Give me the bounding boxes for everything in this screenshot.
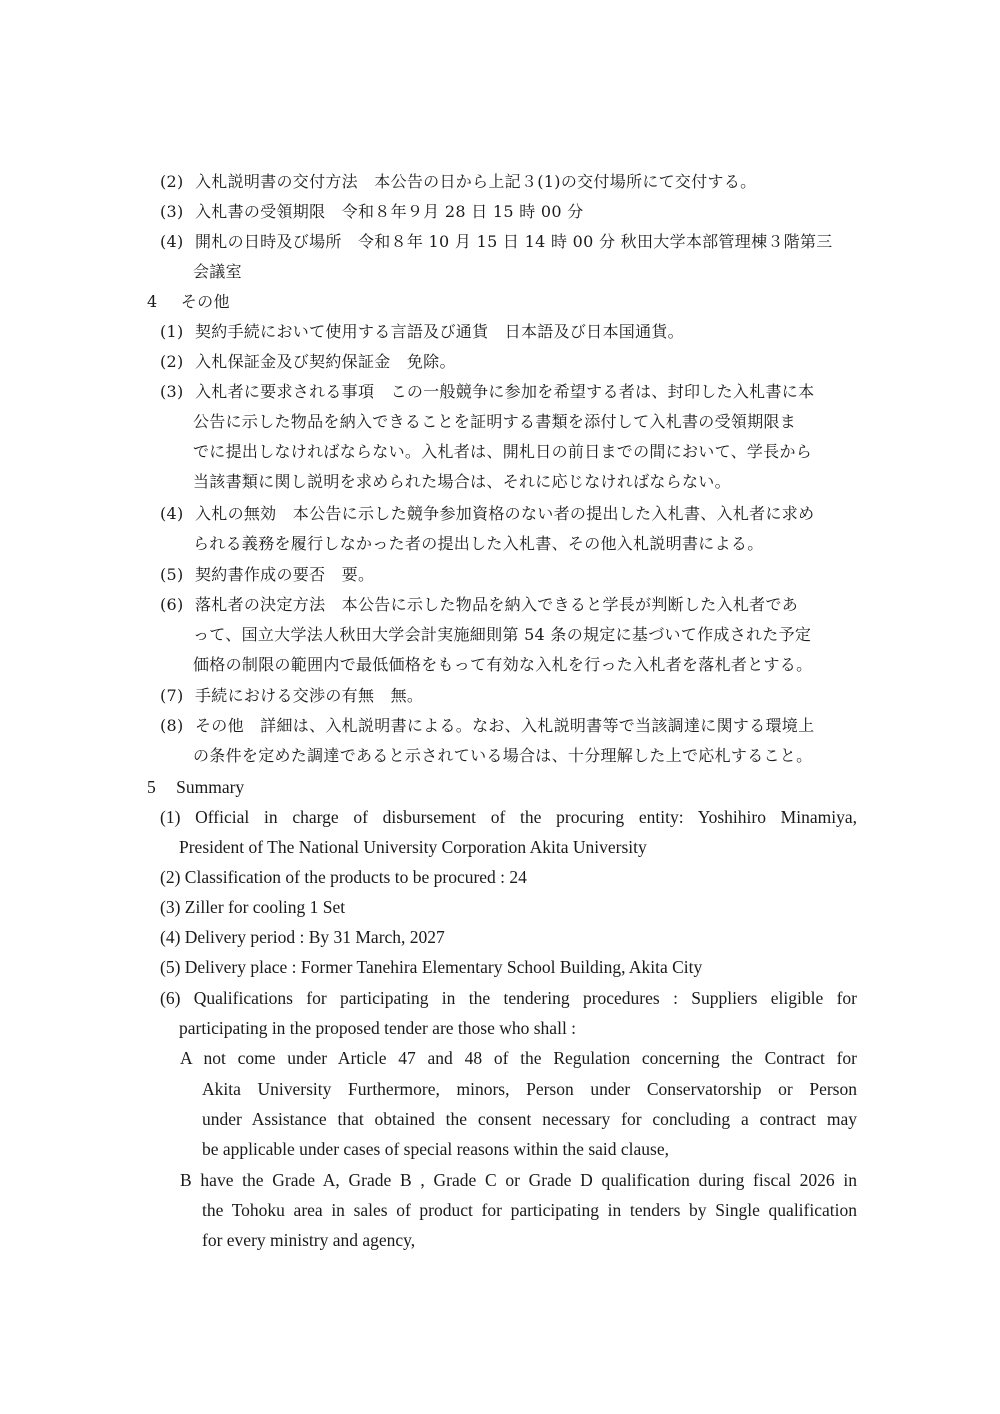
item-text: Classification of the products to be procured : 24 (184, 867, 527, 887)
item-text: Ziller for cooling 1 Set (184, 897, 346, 917)
s4-item-4 (160, 503, 814, 525)
sub-text: not come under Article 47 and 48 of the Regulation concerning the Contract for (203, 1048, 858, 1068)
item-number: (4) (160, 504, 184, 523)
s4-item-7 (160, 685, 423, 707)
item-text: 入札説明書の交付方法 本公告の日から上記３(1)の交付場所にて交付する。 (194, 172, 757, 191)
summary-item-5 (160, 956, 702, 978)
sub-text: have the Grade A, Grade B , Grade C or Grade D qualification during fiscal 2026 in (200, 1170, 858, 1190)
item-number: (6) (160, 595, 184, 614)
summary-item-1 (160, 806, 857, 828)
item-number: (2) (160, 352, 184, 371)
item-text: Delivery place : Former Tanehira Elementary School Building, Akita City (184, 957, 703, 977)
section-title: Summary (176, 777, 245, 797)
item-text: Qualifications for participating in the tendering procedures : Suppliers eligible for (193, 988, 857, 1008)
s4-item-1 (160, 321, 684, 343)
s4-item-5 (160, 564, 374, 586)
section-title: その他 (180, 292, 230, 311)
s4-item-3-line2: 公告に示した物品を納入できることを証明する書類を添付して入札書の受領期限ま (193, 412, 797, 431)
s4-item-6 (160, 594, 798, 616)
sub-letter: A (180, 1048, 192, 1068)
item-text: 入札の無効 本公告に示した競争参加資格のない者の提出した入札書、入札者に求め (194, 504, 815, 523)
item-text: 手続における交渉の有無 無。 (194, 686, 424, 705)
item-text: 契約手続において使用する言語及び通貨 日本語及び日本国通貨。 (194, 322, 684, 341)
item-number: (3) (160, 382, 184, 401)
s4-item-3-line3: でに提出しなければならない。入札者は、開札日の前日までの間において、学長から (193, 442, 813, 461)
s4-item-3 (160, 381, 814, 403)
summary-item-3 (160, 896, 345, 918)
item-number: (2) (160, 867, 181, 887)
item-number: (8) (160, 716, 184, 735)
s3-item-4-cont: 会議室 (193, 262, 242, 281)
item-number: (2) (160, 172, 184, 191)
summary-item-2 (160, 866, 527, 888)
sub-item-a-line4: be applicable under cases of special reasons within the said clause, (202, 1139, 669, 1159)
section-5-heading (147, 776, 244, 798)
sub-item-b (180, 1169, 857, 1191)
s4-item-8 (160, 715, 814, 737)
sub-letter: B (180, 1170, 192, 1190)
s3-item-4 (160, 231, 833, 253)
sub-item-a (180, 1047, 857, 1069)
summary-item-6-line2: participating in the proposed tender are those who shall : (179, 1018, 577, 1038)
item-number: (3) (160, 897, 181, 917)
item-number: (4) (160, 927, 181, 947)
s4-item-6-line2: って、国立大学法人秋田大学会計実施細則第 54 条の規定に基づいて作成された予定 (193, 625, 812, 644)
section-number: 5 (147, 777, 156, 797)
summary-item-6 (160, 987, 857, 1009)
sub-item-a-line3: under Assistance that obtained the consent necessary for concluding a contract may (202, 1109, 857, 1129)
summary-item-4 (160, 926, 445, 948)
item-text: 契約書作成の要否 要。 (194, 565, 375, 584)
sub-item-b-line3: for every ministry and agency, (202, 1230, 416, 1250)
s4-item-8-line2: の条件を定めた調達であると示されている場合は、十分理解した上で応札すること。 (193, 746, 813, 765)
item-number: (6) (160, 988, 181, 1008)
sub-item-a-line2: Akita University Furthermore, minors, Person under Conservatorship or Person (202, 1079, 857, 1099)
item-number: (5) (160, 957, 181, 977)
item-number: (1) (160, 807, 181, 827)
item-text: その他 詳細は、入札説明書による。なお、入札説明書等で当該調達に関する環境上 (194, 716, 815, 735)
item-text: Official in charge of disbursement of the procuring entity: Yoshihiro Minamiya, (195, 807, 857, 827)
s3-item-3 (160, 201, 584, 223)
item-text: 入札保証金及び契約保証金 免除。 (194, 352, 456, 371)
section-number: 4 (147, 292, 158, 311)
s4-item-6-line3: 価格の制限の範囲内で最低価格をもって有効な入札を行った入札者を落札者とする。 (193, 655, 813, 674)
item-text: 落札者の決定方法 本公告に示した物品を納入できると学長が判断した入札者であ (194, 595, 799, 614)
item-text: Delivery period : By 31 March, 2027 (184, 927, 445, 947)
s4-item-4-line2: られる義務を履行しなかった者の提出した入札書、その他入札説明書による。 (193, 534, 764, 553)
item-number: (4) (160, 232, 184, 251)
item-text: 開札の日時及び場所 令和８年 10 月 15 日 14 時 00 分 秋田大学本部管理棟３階第三 (194, 232, 833, 251)
s4-item-3-line4: 当該書類に関し説明を求められた場合は、それに応じなければならない。 (193, 472, 731, 491)
item-number: (1) (160, 322, 184, 341)
summary-item-1-line2: President of The National University Corporation Akita University (179, 837, 647, 857)
s3-item-2 (160, 171, 756, 193)
s4-item-2 (160, 351, 456, 373)
item-text: 入札書の受領期限 令和８年９月 28 日 15 時 00 分 (194, 202, 584, 221)
item-number: (5) (160, 565, 184, 584)
section-4-heading (147, 291, 230, 313)
sub-item-b-line2: the Tohoku area in sales of product for participating in tenders by Single qualification (202, 1200, 857, 1220)
item-number: (3) (160, 202, 184, 221)
item-number: (7) (160, 686, 184, 705)
item-text: 入札者に要求される事項 この一般競争に参加を希望する者は、封印した入札書に本 (194, 382, 815, 401)
